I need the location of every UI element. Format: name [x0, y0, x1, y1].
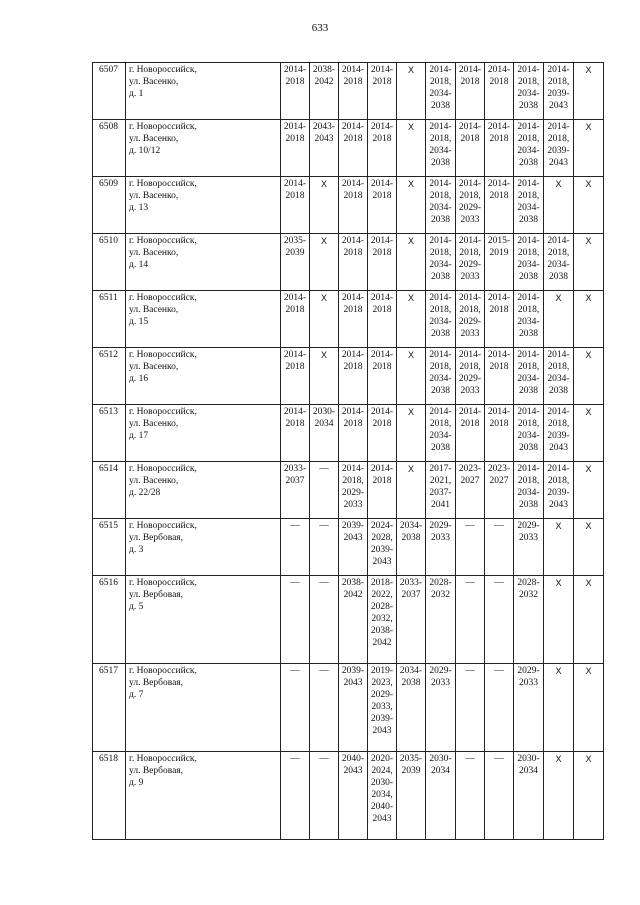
period-cell: X — [574, 63, 604, 120]
row-number: 6511 — [93, 291, 126, 348]
period-cell: 2014- 2018 — [456, 63, 485, 120]
table-row — [93, 664, 604, 752]
period-cell: 2014- 2018, 2034- 2038 — [426, 120, 456, 177]
period-cell: 2023- 2027 — [485, 462, 514, 519]
period-cell: 2030- 2034 — [310, 405, 339, 462]
period-cell: X — [574, 462, 604, 519]
row-number: 6512 — [93, 348, 126, 405]
period-cell: 2014- 2018, 2029- 2033 — [456, 234, 485, 291]
period-cell: 2029- 2033 — [514, 519, 544, 576]
period-cell: X — [574, 752, 604, 840]
row-number: 6516 — [93, 576, 126, 664]
period-cell: X — [310, 348, 339, 405]
period-cell: 2020- 2024, 2030- 2034, 2040- 2043 — [368, 752, 397, 840]
period-cell: 2014- 2018 — [339, 348, 368, 405]
period-cell: 2038- 2042 — [339, 576, 368, 664]
row-number: 6509 — [93, 177, 126, 234]
period-cell: — — [281, 664, 310, 752]
period-cell: X — [310, 234, 339, 291]
period-cell: 2014- 2018, 2034- 2038 — [426, 291, 456, 348]
period-cell: 2038- 2042 — [310, 63, 339, 120]
period-cell: 2040- 2043 — [339, 752, 368, 840]
period-cell: — — [456, 576, 485, 664]
period-cell: — — [310, 576, 339, 664]
period-cell: 2014- 2018 — [368, 462, 397, 519]
address-cell: г. Новороссийск, ул. Васенко, д. 14 — [126, 234, 281, 291]
period-cell: 2014- 2018, 2039- 2043 — [544, 405, 574, 462]
period-cell: X — [544, 177, 574, 234]
address-cell: г. Новороссийск, ул. Вербовая, д. 7 — [126, 664, 281, 752]
table-row — [93, 462, 604, 519]
period-cell: — — [281, 519, 310, 576]
period-cell: 2014- 2018 — [281, 405, 310, 462]
period-cell: 2014- 2018 — [339, 120, 368, 177]
period-cell: X — [574, 576, 604, 664]
address-cell: г. Новороссийск, ул. Васенко, д. 17 — [126, 405, 281, 462]
period-cell: — — [310, 462, 339, 519]
period-cell: X — [544, 664, 574, 752]
row-number: 6513 — [93, 405, 126, 462]
period-cell: 2014- 2018, 2034- 2038 — [514, 120, 544, 177]
period-cell: 2014- 2018, 2034- 2038 — [426, 63, 456, 120]
period-cell: 2014- 2018 — [485, 63, 514, 120]
registry-table — [92, 62, 604, 840]
period-cell: X — [310, 177, 339, 234]
period-cell: 2014- 2018, 2034- 2038 — [426, 234, 456, 291]
table-row — [93, 177, 604, 234]
period-cell: 2014- 2018 — [339, 405, 368, 462]
period-cell: 2014- 2018 — [281, 348, 310, 405]
period-cell: 2035- 2039 — [397, 752, 426, 840]
period-cell: 2019- 2023, 2029- 2033, 2039- 2043 — [368, 664, 397, 752]
period-cell: 2014- 2018 — [368, 234, 397, 291]
period-cell: 2028- 2032 — [426, 576, 456, 664]
period-cell: 2014- 2018, 2029- 2033 — [456, 291, 485, 348]
period-cell: 2014- 2018, 2034- 2038 — [514, 405, 544, 462]
period-cell: 2034- 2038 — [397, 664, 426, 752]
row-number: 6508 — [93, 120, 126, 177]
table-row — [93, 120, 604, 177]
period-cell: — — [310, 752, 339, 840]
table-row — [93, 519, 604, 576]
address-cell: г. Новороссийск, ул. Васенко, д. 15 — [126, 291, 281, 348]
row-number: 6510 — [93, 234, 126, 291]
period-cell: — — [310, 519, 339, 576]
period-cell: 2014- 2018, 2039- 2043 — [544, 120, 574, 177]
table-row — [93, 63, 604, 120]
period-cell: 2035- 2039 — [281, 234, 310, 291]
address-cell: г. Новороссийск, ул. Вербовая, д. 5 — [126, 576, 281, 664]
period-cell: 2014- 2018, 2034- 2038 — [426, 177, 456, 234]
period-cell: 2029- 2033 — [426, 664, 456, 752]
period-cell: 2014- 2018, 2039- 2043 — [544, 462, 574, 519]
period-cell: X — [574, 348, 604, 405]
period-cell: 2014- 2018 — [339, 177, 368, 234]
period-cell: 2014- 2018 — [368, 63, 397, 120]
table-row — [93, 348, 604, 405]
period-cell: 2014- 2018 — [485, 405, 514, 462]
address-cell: г. Новороссийск, ул. Васенко, д. 22/28 — [126, 462, 281, 519]
period-cell: X — [574, 234, 604, 291]
period-cell: X — [574, 177, 604, 234]
period-cell: 2014- 2018, 2029- 2033 — [339, 462, 368, 519]
period-cell: 2033- 2037 — [281, 462, 310, 519]
period-cell: — — [456, 664, 485, 752]
table-row — [93, 291, 604, 348]
period-cell: 2033- 2037 — [397, 576, 426, 664]
period-cell: 2014- 2018 — [485, 291, 514, 348]
period-cell: 2017- 2021, 2037- 2041 — [426, 462, 456, 519]
period-cell: — — [485, 752, 514, 840]
period-cell: 2014- 2018, 2034- 2038 — [514, 462, 544, 519]
row-number: 6518 — [93, 752, 126, 840]
period-cell: 2014- 2018 — [339, 291, 368, 348]
period-cell: X — [574, 405, 604, 462]
period-cell: — — [485, 576, 514, 664]
period-cell: 2014- 2018 — [281, 177, 310, 234]
period-cell: X — [544, 752, 574, 840]
period-cell: 2014- 2018 — [456, 120, 485, 177]
address-cell: г. Новороссийск, ул. Вербовая, д. 9 — [126, 752, 281, 840]
period-cell: 2034- 2038 — [397, 519, 426, 576]
period-cell: X — [397, 462, 426, 519]
period-cell: 2030- 2034 — [426, 752, 456, 840]
period-cell: 2014- 2018 — [368, 348, 397, 405]
row-number: 6517 — [93, 664, 126, 752]
period-cell: — — [485, 664, 514, 752]
period-cell: X — [544, 291, 574, 348]
period-cell: X — [310, 291, 339, 348]
period-cell: 2014- 2018, 2029- 2033 — [456, 348, 485, 405]
period-cell: 2015- 2019 — [485, 234, 514, 291]
period-cell: 2014- 2018 — [368, 405, 397, 462]
address-cell: г. Новороссийск, ул. Васенко, д. 13 — [126, 177, 281, 234]
address-cell: г. Новороссийск, ул. Васенко, д. 16 — [126, 348, 281, 405]
period-cell: X — [397, 348, 426, 405]
row-number: 6514 — [93, 462, 126, 519]
period-cell: 2014- 2018, 2034- 2038 — [514, 63, 544, 120]
period-cell: 2014- 2018 — [339, 234, 368, 291]
period-cell: X — [397, 291, 426, 348]
period-cell: — — [485, 519, 514, 576]
address-cell: г. Новороссийск, ул. Васенко, д. 1 — [126, 63, 281, 120]
period-cell: X — [544, 576, 574, 664]
period-cell: X — [397, 177, 426, 234]
period-cell: 2014- 2018, 2034- 2038 — [514, 348, 544, 405]
period-cell: 2029- 2033 — [514, 664, 544, 752]
period-cell: X — [397, 63, 426, 120]
period-cell: 2029- 2033 — [426, 519, 456, 576]
page-number: 633 — [311, 22, 329, 34]
row-number: 6507 — [93, 63, 126, 120]
period-cell: — — [456, 519, 485, 576]
table-row — [93, 405, 604, 462]
period-cell: 2014- 2018 — [368, 177, 397, 234]
period-cell: 2014- 2018 — [485, 120, 514, 177]
period-cell: 2030- 2034 — [514, 752, 544, 840]
period-cell: 2014- 2018, 2034- 2038 — [514, 234, 544, 291]
period-cell: 2014- 2018, 2034- 2038 — [544, 348, 574, 405]
period-cell: X — [574, 519, 604, 576]
period-cell: X — [574, 664, 604, 752]
period-cell: X — [397, 405, 426, 462]
address-cell: г. Новороссийск, ул. Васенко, д. 10/12 — [126, 120, 281, 177]
address-cell: г. Новороссийск, ул. Вербовая, д. 3 — [126, 519, 281, 576]
period-cell: 2014- 2018 — [456, 405, 485, 462]
period-cell: X — [397, 234, 426, 291]
period-cell: 2014- 2018 — [281, 291, 310, 348]
period-cell: X — [397, 120, 426, 177]
period-cell: 2014- 2018 — [368, 291, 397, 348]
table-row — [93, 234, 604, 291]
period-cell: 2024- 2028, 2039- 2043 — [368, 519, 397, 576]
period-cell: — — [281, 576, 310, 664]
period-cell: 2014- 2018 — [485, 348, 514, 405]
period-cell: 2014- 2018, 2039- 2043 — [544, 63, 574, 120]
registry-body — [93, 63, 604, 840]
period-cell: 2014- 2018, 2029- 2033 — [456, 177, 485, 234]
period-cell: 2014- 2018, 2034- 2038 — [514, 291, 544, 348]
table-row — [93, 752, 604, 840]
period-cell: 2014- 2018, 2034- 2038 — [426, 348, 456, 405]
period-cell: 2023- 2027 — [456, 462, 485, 519]
period-cell: 2014- 2018 — [339, 63, 368, 120]
period-cell: 2014- 2018 — [485, 177, 514, 234]
period-cell: — — [310, 664, 339, 752]
table-row — [93, 576, 604, 664]
period-cell: 2039- 2043 — [339, 664, 368, 752]
period-cell: 2043- 2043 — [310, 120, 339, 177]
period-cell: 2014- 2018 — [368, 120, 397, 177]
period-cell: — — [456, 752, 485, 840]
period-cell: — — [281, 752, 310, 840]
period-cell: 2039- 2043 — [339, 519, 368, 576]
period-cell: 2018- 2022, 2028- 2032, 2038- 2042 — [368, 576, 397, 664]
period-cell: 2014- 2018, 2034- 2038 — [514, 177, 544, 234]
period-cell: X — [574, 291, 604, 348]
period-cell: 2028- 2032 — [514, 576, 544, 664]
period-cell: 2014- 2018 — [281, 120, 310, 177]
period-cell: X — [544, 519, 574, 576]
period-cell: 2014- 2018, 2034- 2038 — [544, 234, 574, 291]
period-cell: X — [574, 120, 604, 177]
period-cell: 2014- 2018 — [281, 63, 310, 120]
row-number: 6515 — [93, 519, 126, 576]
period-cell: 2014- 2018, 2034- 2038 — [426, 405, 456, 462]
